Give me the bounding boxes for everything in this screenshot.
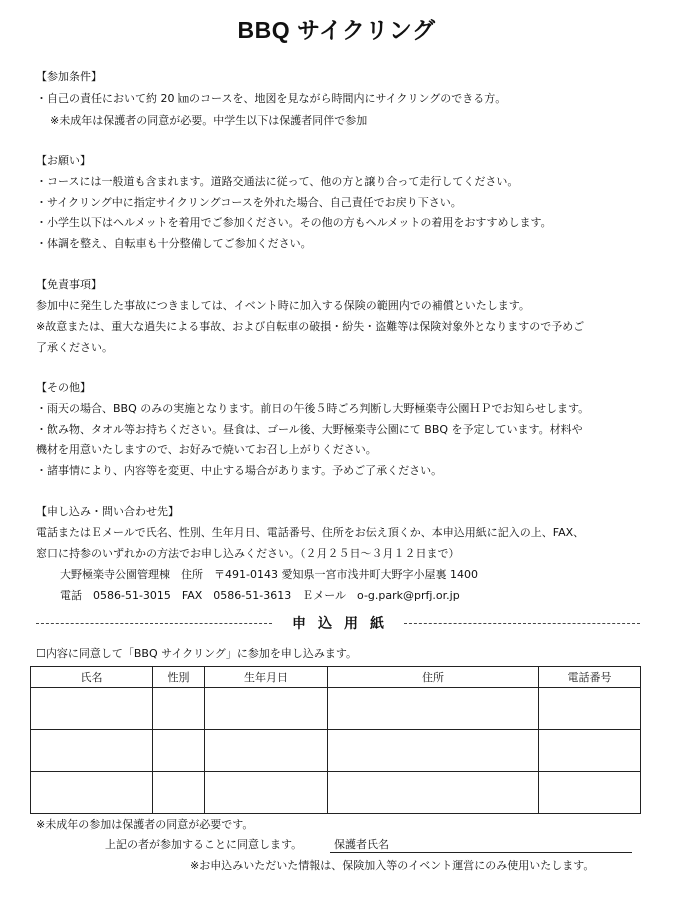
consent-checkbox-label[interactable]: ☐内容に同意して「BBQ サイクリング」に参加を申し込みます。 [36, 647, 358, 660]
requests-heading: 【お願い】 [36, 154, 91, 167]
disclaimer-line: 参加中に発生した事故につきましては、イベント時に加入する保険の範囲内での補償といたします。 [36, 299, 530, 312]
table-row [31, 688, 641, 730]
contact-address: 大野極楽寺公園管理棟 住所 〒491-0143 愛知県一宮市浅井町大野字小屋裏 1400 [60, 568, 478, 581]
privacy-note: ※お申込みいただいた情報は、保険加入等のイベント運営にのみ使用いたします。 [190, 859, 595, 872]
birthdate-cell[interactable] [205, 730, 328, 772]
gender-cell[interactable] [153, 730, 205, 772]
column-header-address: 住所 [328, 667, 539, 688]
column-header-gender: 性別 [153, 667, 205, 688]
form-divider [36, 614, 640, 632]
requests-line: ・小学生以下はヘルメットを着用でご参加ください。その他の方もヘルメットの着用をおすすめします。 [36, 216, 552, 229]
contact-heading: 【申し込み・問い合わせ先】 [36, 505, 179, 518]
contact-phone: 電話 0586-51-3015 FAX 0586-51-3613 Ｅメール o-g.park@prfj.or.jp [60, 589, 460, 602]
dashed-rule [36, 623, 272, 624]
other-line: 機材を用意いたしますので、お好みで焼いてお召し上がりください。 [36, 443, 377, 456]
phone-cell[interactable] [539, 772, 641, 814]
disclaimer-line: 了承ください。 [36, 341, 113, 354]
name-cell[interactable] [31, 730, 153, 772]
birthdate-cell[interactable] [205, 688, 328, 730]
contact-line: 電話またはＥメールで氏名、性別、生年月日、電話番号、住所をお伝え頂くか、本申込用紙に記入の上、FAX、 [36, 526, 585, 539]
address-cell[interactable] [328, 772, 539, 814]
contact-line: 窓口に持参のいずれかの方法でお申し込みください。（２月２５日～３月１２日まで） [36, 547, 460, 560]
form-title: 申込用紙 [292, 616, 396, 632]
other-line: ・雨天の場合、BBQ のみの実施となります。前日の午後５時ごろ判断し大野極楽寺公園ＨＰでお知らせします。 [36, 402, 590, 415]
page-title: BBQ サイクリング [237, 17, 436, 43]
column-header-name: 氏名 [31, 667, 153, 688]
requests-line: ・体調を整え、自転車も十分整備してご参加ください。 [36, 237, 312, 250]
disclaimer-line: ※故意または、重大な過失による事故、および自転車の破損・紛失・盗難等は保険対象外となりますので予めご [36, 320, 585, 333]
column-header-birthdate: 生年月日 [205, 667, 328, 688]
minor-note: ※未成年の参加は保護者の同意が必要です。 [36, 818, 254, 831]
address-cell[interactable] [328, 688, 539, 730]
guardian-consent-text: 上記の者が参加することに同意します。 [105, 838, 303, 851]
name-cell[interactable] [31, 772, 153, 814]
name-cell[interactable] [31, 688, 153, 730]
conditions-heading: 【参加条件】 [36, 70, 102, 83]
table-row [31, 772, 641, 814]
phone-cell[interactable] [539, 730, 641, 772]
other-line: ・飲み物、タオル等お持ちください。昼食は、ゴール後、大野極楽寺公園にて BBQ を予定しています。材料や [36, 423, 583, 436]
gender-cell[interactable] [153, 688, 205, 730]
requests-line: ・サイクリング中に指定サイクリングコースを外れた場合、自己責任でお戻り下さい。 [36, 196, 462, 209]
application-table [30, 666, 641, 814]
birthdate-cell[interactable] [205, 772, 328, 814]
guardian-name-field[interactable] [330, 852, 632, 853]
disclaimer-heading: 【免責事項】 [36, 278, 102, 291]
column-header-phone: 電話番号 [539, 667, 641, 688]
address-cell[interactable] [328, 730, 539, 772]
conditions-note: ※未成年は保護者の同意が必要。中学生以下は保護者同伴で参加 [50, 114, 368, 127]
other-line: ・諸事情により、内容等を変更、中止する場合があります。予めご了承ください。 [36, 464, 443, 477]
conditions-line: ・自己の責任において約 20 ㎞のコースを、地図を見ながら時間内にサイクリングのできる方。 [36, 92, 507, 105]
gender-cell[interactable] [153, 772, 205, 814]
phone-cell[interactable] [539, 688, 641, 730]
other-heading: 【その他】 [36, 381, 91, 394]
table-row [31, 730, 641, 772]
guardian-name-label: 保護者氏名 [334, 838, 389, 851]
dashed-rule [404, 623, 640, 624]
requests-line: ・コースには一般道も含まれます。道路交通法に従って、他の方と譲り合って走行してください。 [36, 175, 519, 188]
